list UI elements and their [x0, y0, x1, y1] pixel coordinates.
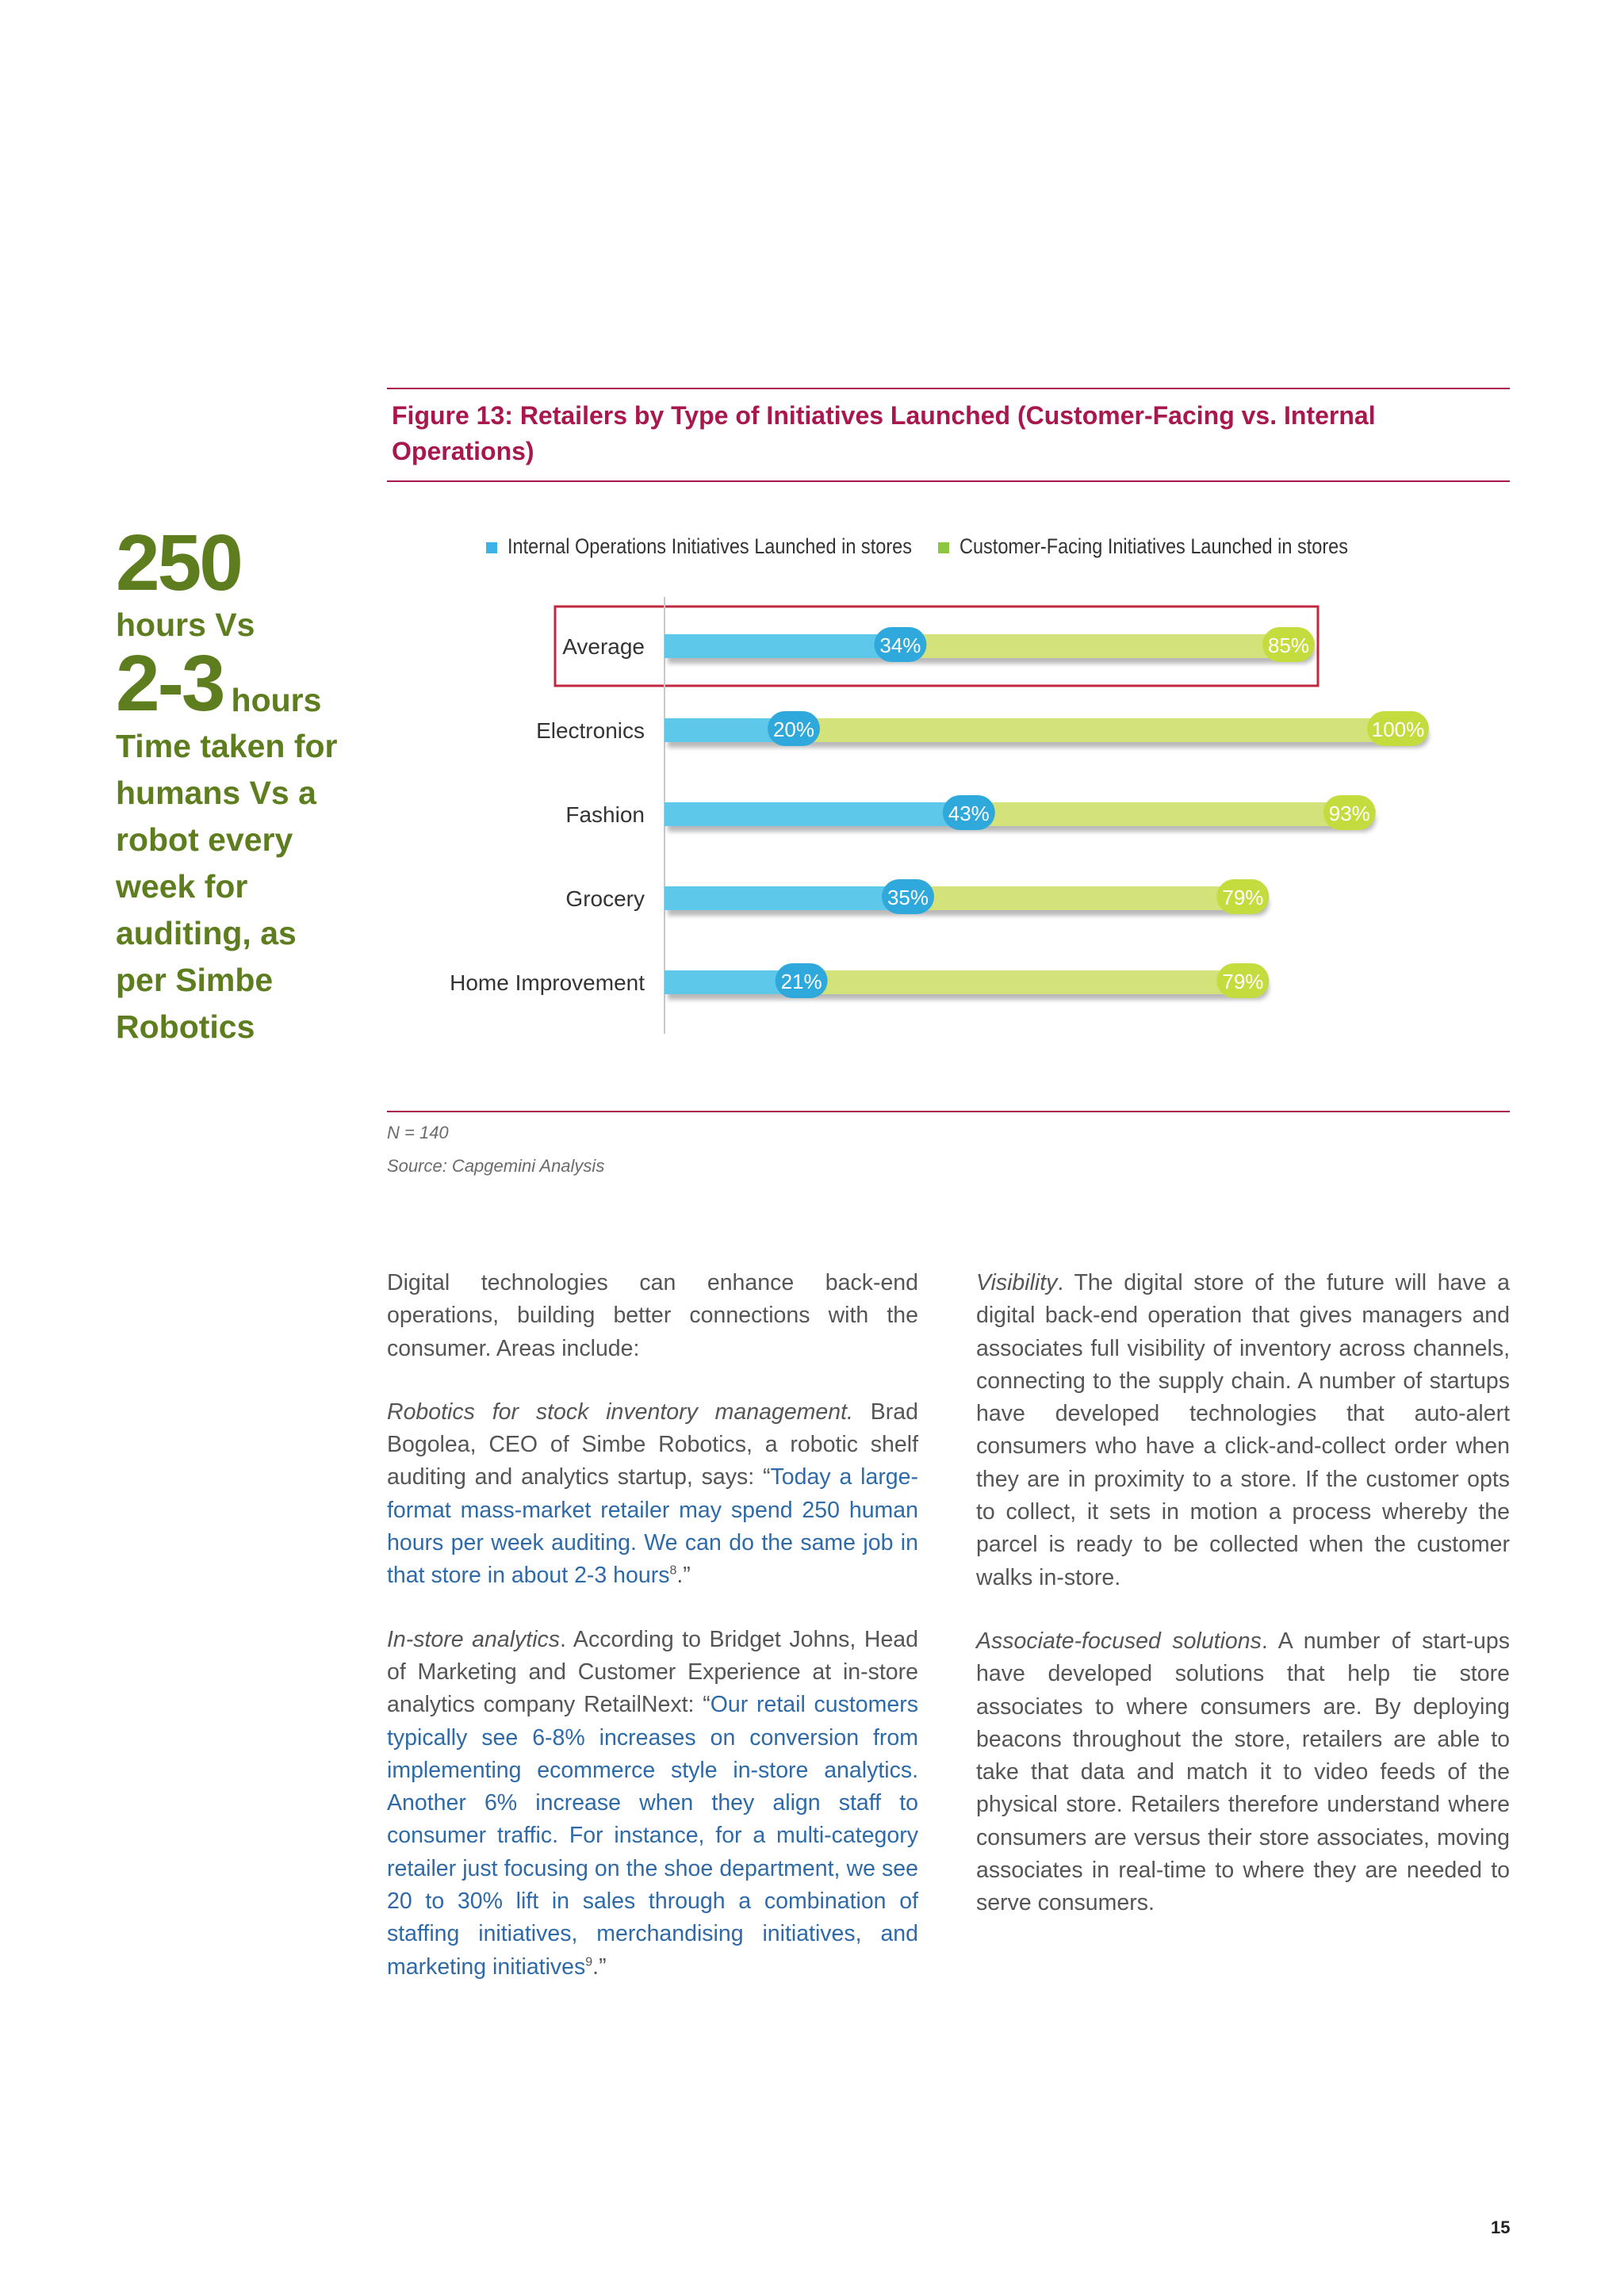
footnote-ref-8: 8 — [669, 1563, 677, 1578]
legend-label-internal: Internal Operations Initiatives Launched in stores — [508, 534, 912, 558]
robotics-paragraph — [387, 1396, 918, 1593]
stat-callout — [116, 519, 354, 1050]
data-label-customer-home-improvement: 79% — [1222, 970, 1264, 993]
sample-size-note: N = 140 — [387, 1123, 449, 1142]
legend-swatch-customer — [938, 542, 949, 553]
bar-internal-fashion — [665, 802, 992, 826]
data-label-internal-home-improvement: 21% — [780, 970, 822, 993]
data-label-customer-fashion: 93% — [1328, 802, 1370, 825]
category-label-electronics: Electronics — [536, 718, 645, 743]
figure-bottom-rule — [387, 1111, 1510, 1112]
legend-label-customer: Customer-Facing Initiatives Launched in stores — [959, 534, 1348, 558]
analytics-text: . According to Bridget Johns, Head of Marketing and Customer Experience at in-store analytics company RetailNext: “ — [387, 1626, 919, 1718]
callout-number-robot: 2-3 — [116, 639, 224, 728]
page-number: 15 — [1491, 2218, 1511, 2237]
chart-legend — [486, 534, 1348, 558]
body-column-left — [387, 1267, 918, 2015]
robotics-text: Brad Bogolea, CEO of Simbe Robotics, a robotic shelf auditing and analytics startup, says: “ — [387, 1399, 918, 1490]
callout-number-human: 250 — [116, 519, 241, 607]
analytics-heading: In-store analytics — [387, 1626, 561, 1652]
category-label-grocery: Grocery — [565, 886, 645, 911]
associate-heading: Associate-focused solutions — [976, 1628, 1262, 1654]
category-label-home-improvement: Home Improvement — [450, 970, 645, 995]
callout-unit-robot: hours — [231, 682, 322, 718]
robotics-quote-end: .” — [676, 1563, 691, 1589]
visibility-heading: Visibility — [976, 1270, 1058, 1295]
category-label-fashion: Fashion — [565, 802, 645, 827]
robotics-quote: Today a large-format mass-market retailer may spend 250 human hours per week auditing. We can do the same job in that store in about 2-3 hours — [387, 1464, 918, 1589]
analytics-quote-end: .” — [592, 1954, 607, 1980]
associate-paragraph — [976, 1625, 1510, 1920]
source-note: Source: Capgemini Analysis — [387, 1156, 605, 1176]
data-label-internal-average: 34% — [879, 633, 921, 657]
data-label-internal-grocery: 35% — [887, 886, 929, 909]
callout-description: Time taken for humans Vs a robot every week for auditing, as per Simbe Robotics — [116, 728, 338, 1045]
body-column-right — [976, 1267, 1510, 1951]
visibility-text: . The digital store of the future will have a digital back-end operation that gives managers and associates full visibility of inventory across channels, connecting to the supply chain. A number of startups have developed technologies that auto-alert consumers who have a click-and-collect order when they are in proximity to a store. If the customer opts to collect, it sets in motion a process whereby the parcel is ready to be collected when the customer walks in-store. — [976, 1270, 1510, 1590]
figure-title: Figure 13: Retailers by Type of Initiatives Launched (Customer-Facing vs. Internal Operations) — [392, 401, 1376, 465]
figure-mid-rule — [387, 480, 1510, 482]
data-label-customer-grocery: 79% — [1222, 886, 1264, 909]
analytics-quote: Our retail customers typically see 6-8% increases on conversion from implementing ecommerce style in-store analytics. Another 6% increase when they align staff to consumer traffic. For instance, for a multi-category retailer just focusing on the shoe department, we see 20 to 30% lift in sales through a combination of staffing initiatives, merchandising initiatives, and marketing initiatives — [387, 1692, 918, 1980]
visibility-paragraph — [976, 1267, 1510, 1594]
callout-unit-human: hours Vs — [116, 607, 255, 643]
footnote-ref-9: 9 — [585, 1955, 593, 1969]
data-label-customer-electronics: 100% — [1371, 718, 1425, 741]
category-label-average: Average — [562, 634, 645, 659]
analytics-paragraph — [387, 1624, 918, 1984]
data-label-internal-fashion: 43% — [948, 802, 990, 825]
data-label-customer-average: 85% — [1267, 633, 1310, 657]
figure-top-rule — [387, 388, 1510, 389]
robotics-heading: Robotics for stock inventory management. — [387, 1399, 853, 1425]
data-label-internal-electronics: 20% — [772, 718, 815, 741]
legend-swatch-internal — [486, 542, 497, 553]
initiatives-bar-chart — [387, 523, 1510, 1062]
intro-paragraph: Digital technologies can enhance back-end operations, building better connections with the consumer. Areas include: — [387, 1270, 918, 1361]
callout-robot-row — [116, 639, 354, 728]
associate-text: . A number of start-ups have developed solutions that help tie store associates to where consumers are. By deploying beacons throughout the store, retailers are able to take that data and match it to video feeds of the physical store. Retailers therefore understand where consumers are versus their store associates, moving associates in real-time to where they are needed to serve consumers. — [976, 1628, 1510, 1916]
